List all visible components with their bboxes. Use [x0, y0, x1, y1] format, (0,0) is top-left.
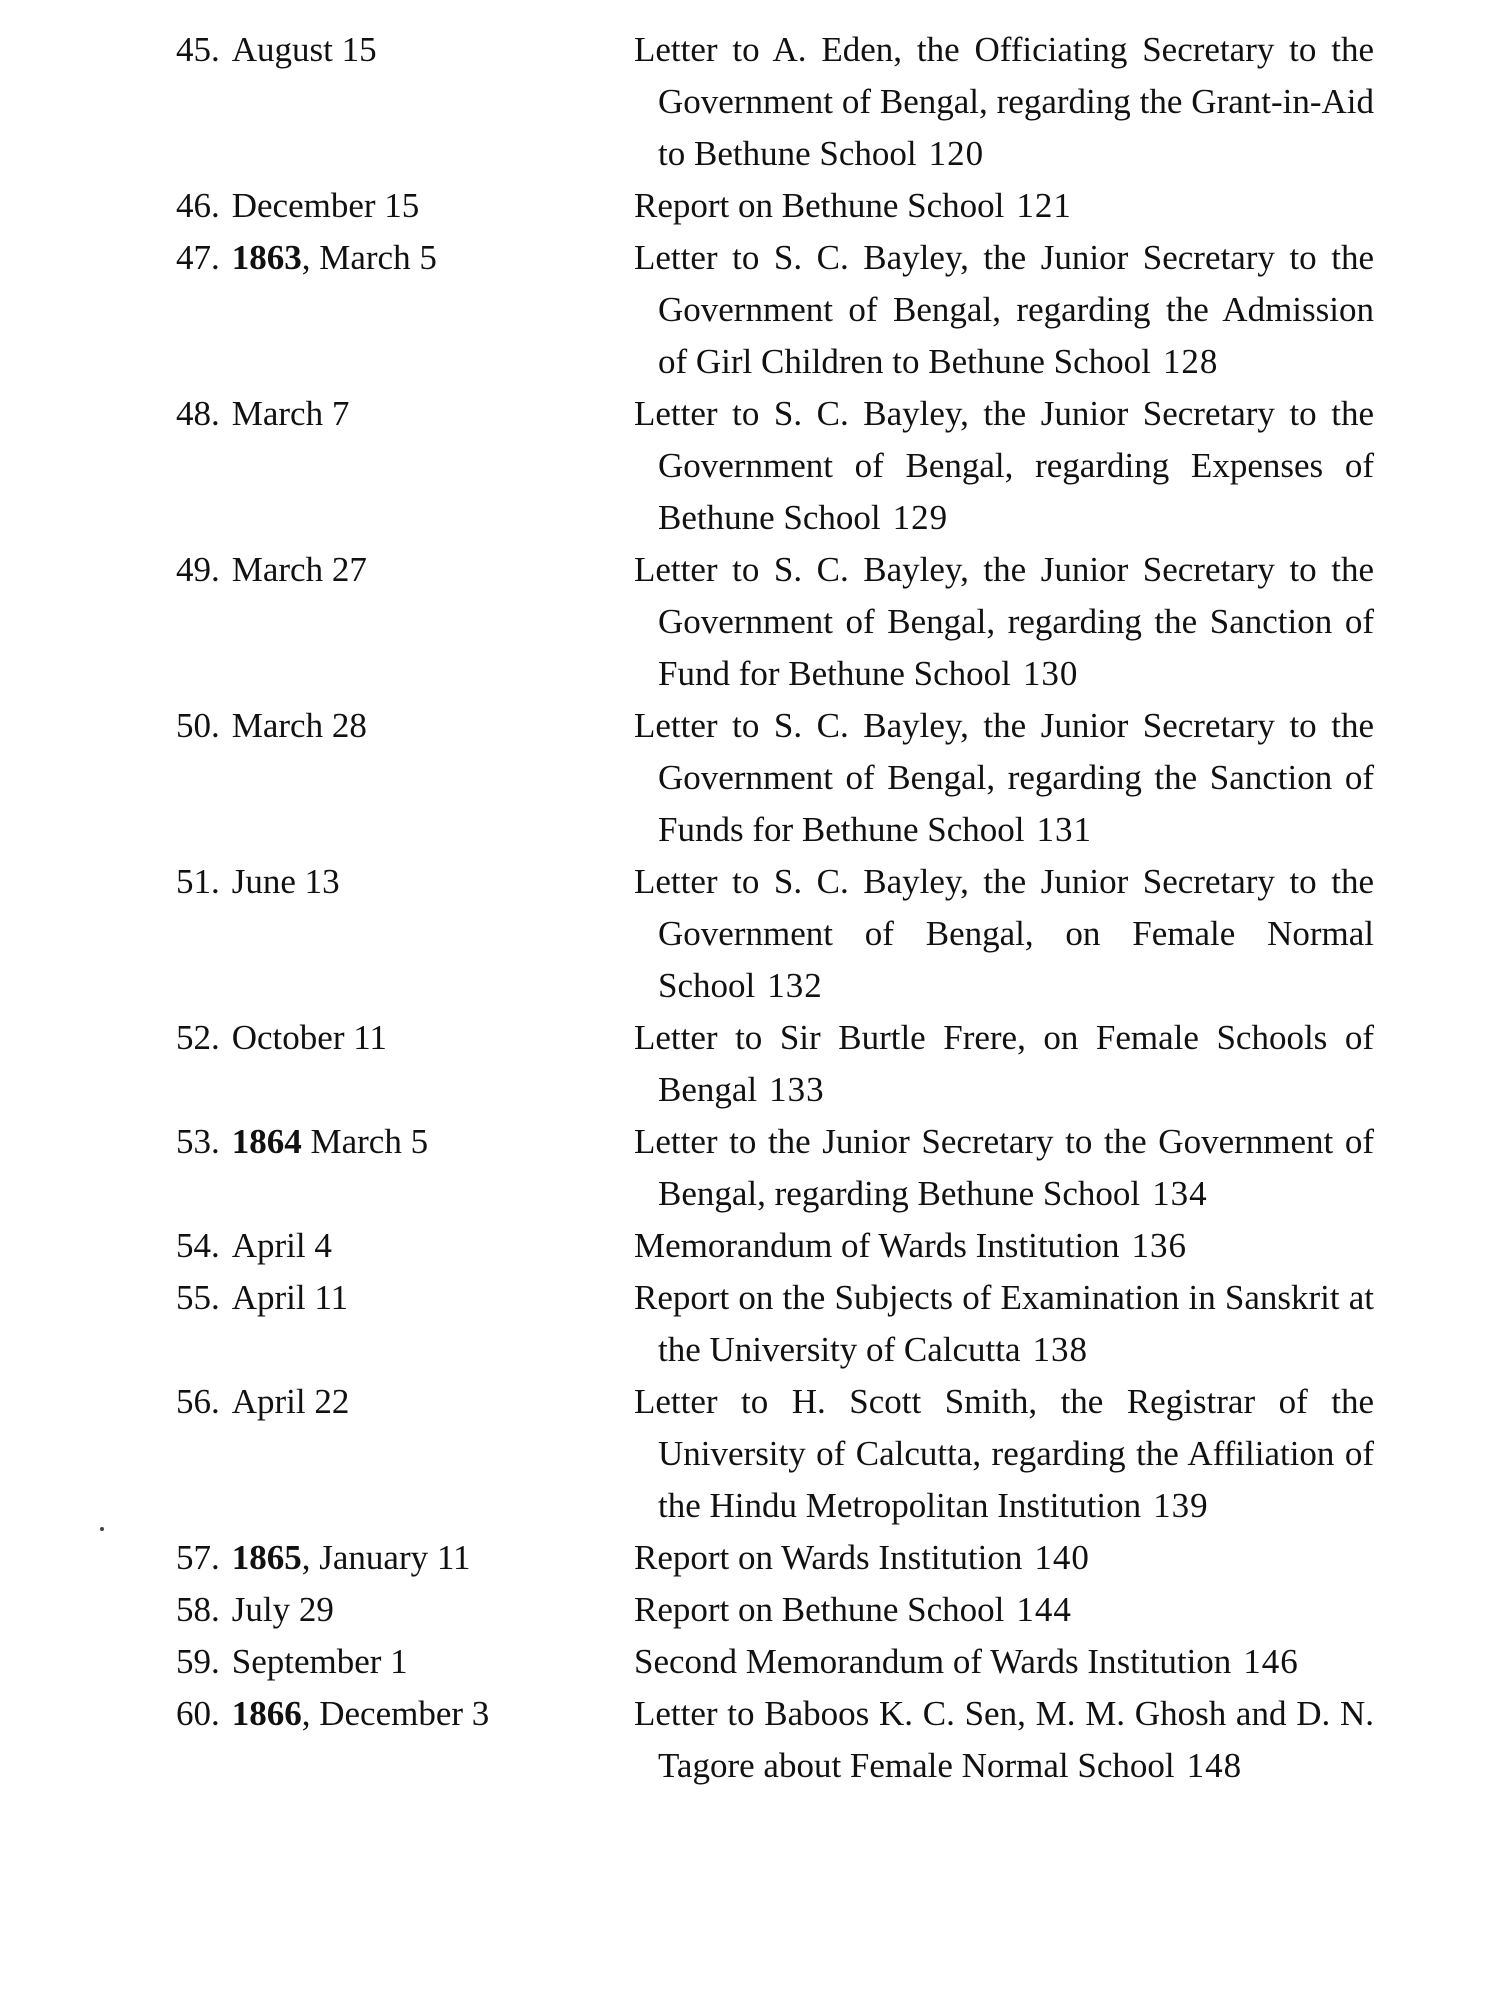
entry-date — [176, 180, 634, 232]
entry-title: Second Memorandum of Wards Institution — [634, 1642, 1232, 1681]
entry-title: Letter to S. C. Bayley, the Junior Secretary to the Government of Bengal, regarding the Sanction of Fund for Bethune School — [634, 550, 1374, 693]
entry-day: March 5 — [301, 1122, 429, 1161]
entry-number: 45. — [176, 30, 220, 69]
entry-title: Letter to S. C. Bayley, the Junior Secretary to the Government of Bengal, regarding Expenses of Bethune School — [634, 394, 1374, 537]
entry-description — [634, 24, 1374, 180]
entry-description — [634, 700, 1374, 856]
entry-day: , January 11 — [301, 1538, 471, 1577]
entry-date — [176, 388, 634, 440]
entry-day: March 7 — [231, 394, 350, 433]
entry-date — [176, 1584, 634, 1636]
entry-number: 60. — [176, 1694, 220, 1733]
list-entry — [176, 1584, 1366, 1636]
entry-title: Letter to the Junior Secretary to the Government of Bengal, regarding Bethune School — [634, 1122, 1374, 1213]
entry-day: August 15 — [231, 30, 377, 69]
entry-page-number: 136 — [1131, 1226, 1188, 1265]
entry-page-number: 132 — [767, 966, 823, 1005]
entry-date — [176, 232, 634, 284]
entry-day: April 4 — [231, 1226, 332, 1265]
entry-day: June 13 — [231, 862, 340, 901]
entry-title: Report on Bethune School — [634, 1590, 1005, 1629]
entry-number: 49. — [176, 550, 220, 589]
entry-date — [176, 1272, 634, 1324]
entry-page-number: 121 — [1016, 186, 1072, 225]
entry-page-number: 128 — [1162, 342, 1219, 381]
entry-date — [176, 544, 634, 596]
entry-description — [634, 544, 1374, 700]
entry-year: 1864 — [231, 1122, 302, 1161]
entry-description — [634, 232, 1374, 388]
entry-year: 1866 — [231, 1694, 302, 1733]
list-entry — [176, 1532, 1366, 1584]
list-entry — [176, 24, 1374, 180]
entry-page-number: 146 — [1243, 1642, 1299, 1681]
entry-day: March 27 — [231, 550, 367, 589]
entry-title: Report on Wards Institution — [634, 1538, 1023, 1577]
list-entry — [176, 1220, 1366, 1272]
entry-date — [176, 700, 634, 752]
chronological-list — [176, 24, 1374, 1792]
entry-number: 57. — [176, 1538, 220, 1577]
entry-number: 55. — [176, 1278, 220, 1317]
entry-number: 52. — [176, 1018, 220, 1057]
entry-year: 1865 — [231, 1538, 302, 1577]
entry-description — [634, 180, 1374, 232]
entry-title: Letter to Sir Burtle Frere, on Female Schools of Bengal — [634, 1018, 1374, 1109]
entry-number: 58. — [176, 1590, 220, 1629]
list-entry — [176, 544, 1374, 700]
entry-title: Report on Bethune School — [634, 186, 1005, 225]
entry-date — [176, 856, 634, 908]
entry-description — [634, 388, 1374, 544]
entry-date — [176, 24, 634, 76]
entry-day: October 11 — [231, 1018, 387, 1057]
entry-day: April 11 — [231, 1278, 349, 1317]
entry-day: December 15 — [231, 186, 420, 225]
entry-day: , December 3 — [301, 1694, 490, 1733]
entry-number: 59. — [176, 1642, 220, 1681]
entry-date — [176, 1636, 634, 1688]
entry-number: 54. — [176, 1226, 220, 1265]
entry-year: 1863 — [231, 238, 302, 277]
entry-date — [176, 1116, 634, 1168]
entry-page-number: 130 — [1022, 654, 1079, 693]
entry-page-number: 139 — [1153, 1486, 1209, 1525]
list-entry — [176, 1376, 1374, 1532]
entry-title: Letter to S. C. Bayley, the Junior Secretary to the Government of Bengal, regarding the Admission of Girl Children to Bethune School — [634, 238, 1374, 381]
list-entry — [176, 1012, 1374, 1116]
entry-page-number: 120 — [928, 134, 985, 173]
list-entry — [176, 1636, 1366, 1688]
entry-description — [634, 1532, 1374, 1584]
entry-page-number: 131 — [1036, 810, 1093, 849]
entry-description — [634, 1116, 1374, 1220]
entry-day: July 29 — [231, 1590, 334, 1629]
entry-description — [634, 1220, 1374, 1272]
entry-page-number: 129 — [892, 498, 949, 537]
list-entry — [176, 180, 1366, 232]
list-entry — [176, 856, 1374, 1012]
entry-page-number: 140 — [1034, 1538, 1090, 1577]
entry-number: 53. — [176, 1122, 220, 1161]
entry-date — [176, 1012, 634, 1064]
entry-date — [176, 1532, 634, 1584]
entry-page-number: 144 — [1016, 1590, 1072, 1629]
entry-page-number: 148 — [1186, 1746, 1243, 1785]
entry-description — [634, 1272, 1374, 1376]
list-entry — [176, 1688, 1374, 1792]
entry-day: March 28 — [231, 706, 367, 745]
entry-description — [634, 1688, 1374, 1792]
entry-date — [176, 1688, 634, 1740]
entry-title: Letter to H. Scott Smith, the Registrar of the University of Calcutta, regarding the Affiliation of the Hindu Metropolitan Institution — [634, 1382, 1374, 1525]
entry-title: Memorandum of Wards Institution — [634, 1226, 1120, 1265]
entry-page-number: 138 — [1032, 1330, 1089, 1369]
list-entry — [176, 1272, 1374, 1376]
entry-title: Letter to S. C. Bayley, the Junior Secretary to the Government of Bengal, on Female Normal School — [634, 862, 1374, 1005]
entry-number: 46. — [176, 186, 220, 225]
entry-title: Report on the Subjects of Examination in Sanskrit at the University of Calcutta — [634, 1278, 1374, 1369]
entry-number: 48. — [176, 394, 220, 433]
entry-description — [634, 856, 1374, 1012]
entry-title: Letter to Baboos K. C. Sen, M. M. Ghosh and D. N. Tagore about Female Normal School — [634, 1694, 1374, 1785]
entry-description — [634, 1584, 1374, 1636]
entry-date — [176, 1376, 634, 1428]
entry-day: September 1 — [231, 1642, 408, 1681]
list-entry — [176, 700, 1374, 856]
entry-title: Letter to S. C. Bayley, the Junior Secretary to the Government of Bengal, regarding the Sanction of Funds for Bethune School — [634, 706, 1374, 849]
entry-number: 51. — [176, 862, 220, 901]
entry-date — [176, 1220, 634, 1272]
entry-number: 56. — [176, 1382, 220, 1421]
entry-day: April 22 — [231, 1382, 350, 1421]
entry-page-number: 133 — [769, 1070, 825, 1109]
entry-day: , March 5 — [301, 238, 437, 277]
entry-number: 47. — [176, 238, 220, 277]
list-entry — [176, 388, 1374, 544]
entry-description — [634, 1376, 1374, 1532]
list-entry — [176, 1116, 1374, 1220]
scan-speck — [100, 1527, 104, 1531]
entry-page-number: 134 — [1152, 1174, 1208, 1213]
entry-description — [634, 1636, 1374, 1688]
list-entry — [176, 232, 1374, 388]
entry-description — [634, 1012, 1374, 1116]
entry-title: Letter to A. Eden, the Officiating Secretary to the Government of Bengal, regarding the Grant-in-Aid to Bethune School — [634, 30, 1374, 173]
entry-number: 50. — [176, 706, 220, 745]
